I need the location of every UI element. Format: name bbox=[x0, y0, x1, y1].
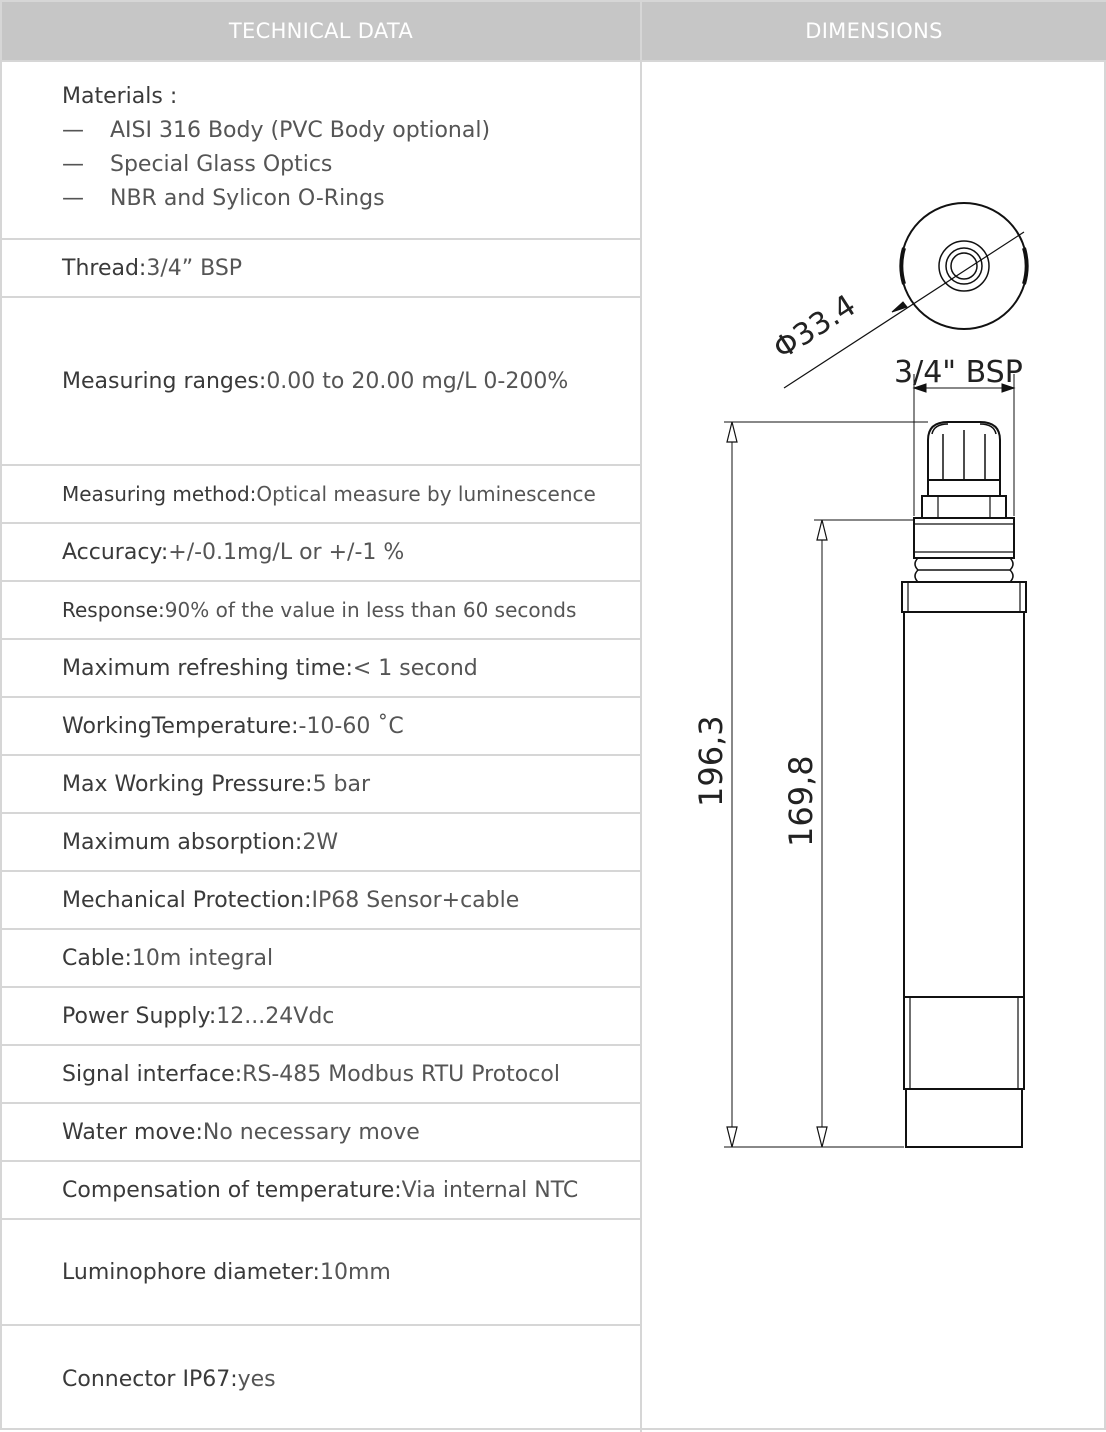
sensor-body bbox=[904, 612, 1024, 997]
total-arrow-top bbox=[727, 422, 737, 442]
spec-row-mechanical-protection: Mechanical Protection: IP68 Sensor+cable bbox=[2, 872, 640, 930]
spec-row-water-move: Water move: No necessary move bbox=[2, 1104, 640, 1162]
spec-row-cable: Cable: 10m integral bbox=[2, 930, 640, 988]
top-view-ring-inner bbox=[951, 253, 977, 279]
gland-base bbox=[922, 496, 1006, 518]
spec-row-response: Response: 90% of the value in less than 60 seconds bbox=[2, 582, 640, 640]
body-length-label: 169,8 bbox=[782, 755, 820, 847]
diameter-label: Φ33.4 bbox=[767, 288, 863, 367]
material-item: — NBR and Sylicon O-Rings bbox=[62, 182, 490, 216]
technical-data-header: TECHNICAL DATA bbox=[2, 2, 640, 60]
sensor-collar bbox=[902, 582, 1026, 612]
materials-row bbox=[2, 62, 640, 240]
total-length-label: 196,3 bbox=[692, 715, 730, 807]
o-ring-1 bbox=[915, 558, 1013, 570]
spec-row-accuracy: Accuracy: +/-0.1mg/L or +/-1 % bbox=[2, 524, 640, 582]
body-arrow-top bbox=[817, 520, 827, 540]
materials-title: Materials : bbox=[62, 84, 178, 109]
top-view-edge-left bbox=[901, 248, 904, 284]
spec-row-luminophore-diameter: Luminophore diameter: 10mm bbox=[2, 1220, 640, 1326]
sensor-tip bbox=[906, 1089, 1022, 1147]
diameter-arrow bbox=[892, 302, 907, 312]
spec-row-measuring-ranges: Measuring ranges: 0.00 to 20.00 mg/L 0-200% bbox=[2, 298, 640, 466]
top-view-outline bbox=[901, 203, 1027, 329]
body-arrow-bottom bbox=[817, 1127, 827, 1147]
spec-row-thread: Thread: 3/4” BSP bbox=[2, 240, 640, 298]
o-ring-2 bbox=[915, 570, 1013, 582]
thread-label: 3/4" BSP bbox=[894, 355, 1023, 390]
material-item: — AISI 316 Body (PVC Body optional) bbox=[62, 114, 490, 148]
dimensions-header: DIMENSIONS bbox=[642, 2, 1106, 60]
spec-row-refreshing-time: Maximum refreshing time: < 1 second bbox=[2, 640, 640, 698]
gland-nut bbox=[928, 480, 1000, 496]
total-arrow-bottom bbox=[727, 1127, 737, 1147]
spec-row-connector: Connector IP67: yes bbox=[62, 1366, 276, 1392]
spec-row-absorption: Maximum absorption: 2W bbox=[2, 814, 640, 872]
spec-row-signal-interface: Signal interface: RS-485 Modbus RTU Protocol bbox=[2, 1046, 640, 1104]
dash-glyph: — bbox=[62, 152, 84, 177]
spec-row-temperature-compensation: Compensation of temperature: Via internal NTC bbox=[2, 1162, 640, 1220]
spec-row-measuring-method: Measuring method: Optical measure by luminescence bbox=[2, 466, 640, 524]
dimension-drawing bbox=[642, 62, 1106, 1430]
sensor-drawing-svg bbox=[642, 62, 1106, 1430]
top-view-edge-right bbox=[1024, 248, 1027, 284]
dash-glyph: — bbox=[62, 118, 84, 143]
spec-row-power-supply: Power Supply: 12...24Vdc bbox=[2, 988, 640, 1046]
spec-row-working-temperature: WorkingTemperature: -10-60 ˚C bbox=[2, 698, 640, 756]
dash-glyph: — bbox=[62, 186, 84, 211]
sensor-lower-body bbox=[904, 997, 1024, 1089]
spec-row-working-pressure: Max Working Pressure: 5 bar bbox=[2, 756, 640, 814]
material-item: — Special Glass Optics bbox=[62, 148, 490, 182]
